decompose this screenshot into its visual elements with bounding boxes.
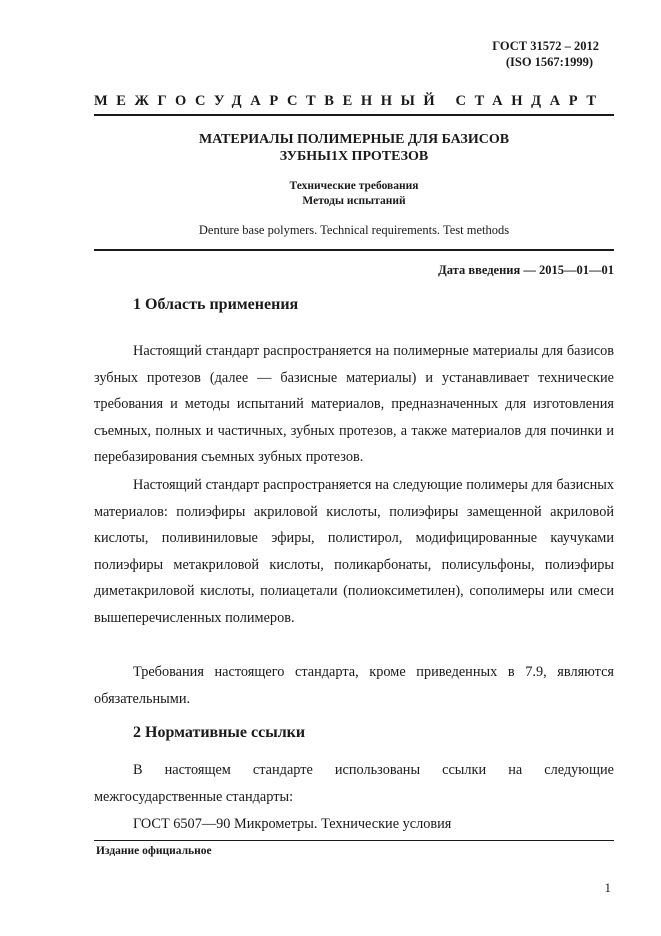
title-divider [94, 249, 614, 251]
document-subtitle-line1: Технические требования [289, 180, 419, 192]
document-subtitle-line2: Методы испытаний [302, 195, 406, 207]
standard-number: ГОСТ 31572 – 2012 [492, 39, 599, 53]
document-title-line2: ЗУБНЫ1Х ПРОТЕЗОВ [279, 149, 429, 164]
section-2-paragraph-1: В настоящем стандарте использованы ссылки на следующие межгосударственные стандарты: [94, 762, 614, 805]
section-1-paragraph-3: Требования настоящего стандарта, кроме приведенных в 7.9, являются обязательными. [94, 664, 614, 707]
english-title: Denture base polymers. Technical requirements. Test methods [198, 223, 510, 237]
introduction-date: Дата введения — 2015—01—01 [438, 263, 614, 277]
edition-label: Издание официальное [96, 845, 212, 857]
section-1-paragraph-2: Настоящий стандарт распространяется на следующие полимеры для базисных материалов: полиэфиры акриловой кислоты, полиэфиры замещенной акриловой кислоты, поливиниловые эфиры, полистирол, модифицированные каучуками полиэфиры метакриловой кислоты, поликарбонаты, полисульфоны, полиэфиры диметакриловой кислоты, полиацетали (полиоксиметилен), сополимеры или смеси вышеперечисленных полимеров. [94, 477, 614, 626]
top-divider [94, 114, 614, 116]
iso-reference: (ISO 1567:1999) [505, 55, 593, 69]
footer-divider [94, 840, 614, 841]
page-number: 1 [604, 880, 611, 895]
section-1-paragraph-1: Настоящий стандарт распространяется на полимерные материалы для базисов зубных протезов (далее — базисные материалы) и устанавливает технические требования и методы испытаний материалов, предназначенных для изготовления съемных, полных и частичных, зубных протезов, а также материалов для починки и перебазирования съемных зубных протезов. [94, 343, 614, 465]
standard-number-block [399, 38, 599, 70]
section-1-heading: 1 Область применения [133, 296, 299, 313]
document-title-line1: МАТЕРИАЛЫ ПОЛИМЕРНЫЕ ДЛЯ БАЗИСОВ [198, 132, 510, 147]
section-2-heading: 2 Нормативные ссылки [133, 724, 306, 741]
interstate-standard-banner: МЕЖГОСУДАРСТВЕННЫЙ СТАНДАРТ [94, 93, 605, 109]
normative-reference-item: ГОСТ 6507—90 Микрометры. Технические условия [133, 816, 452, 832]
